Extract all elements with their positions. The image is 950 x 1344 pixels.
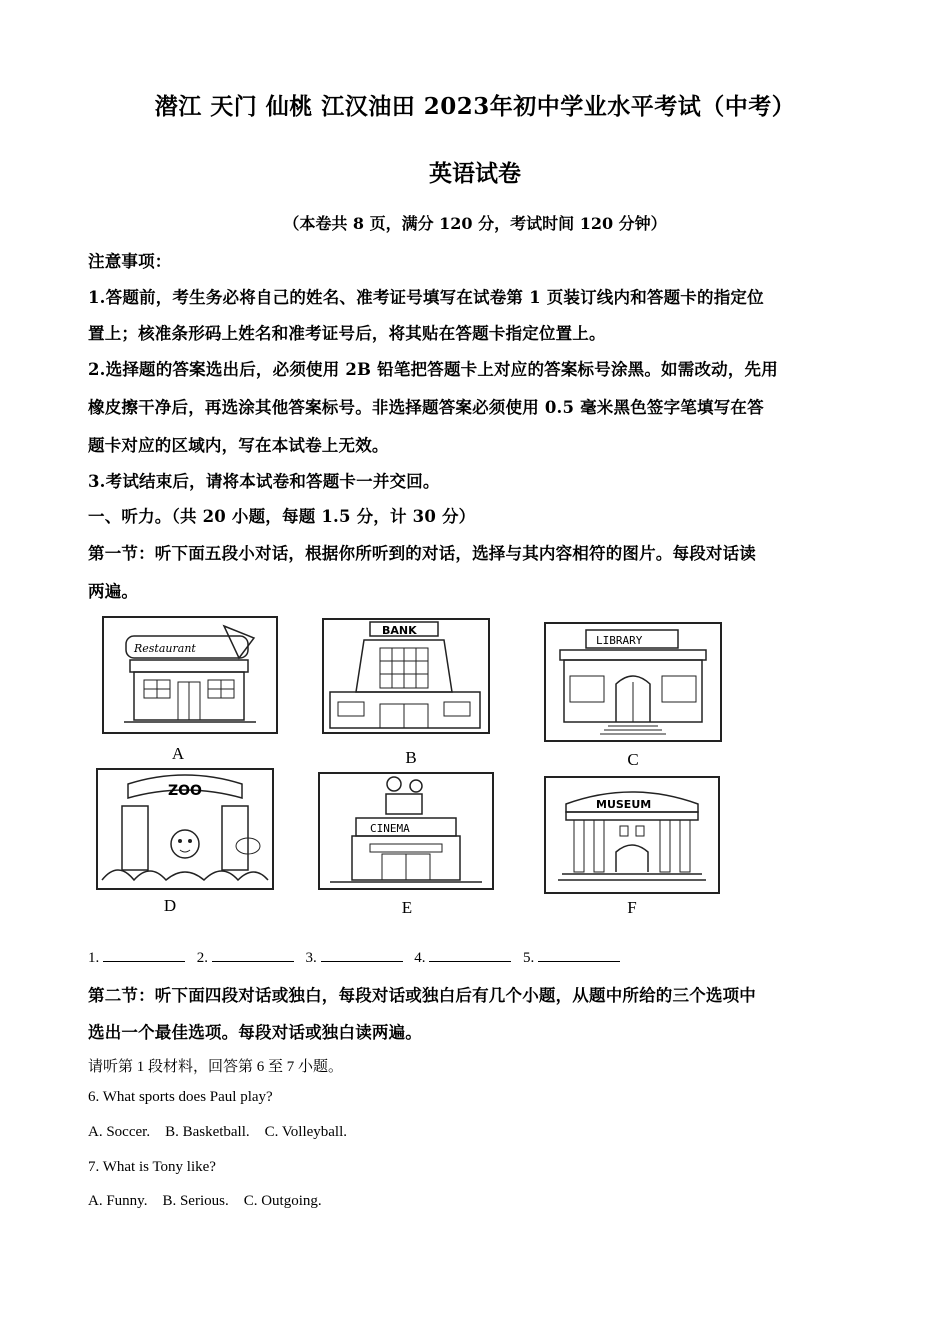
exam-info: （本卷共 8 页，满分 120 分，考试时间 120 分钟） [283,214,667,233]
blank-3-number: 3. [305,950,317,966]
blank-2-number: 2. [196,950,208,966]
picture-f [544,776,720,894]
svg-text:ZOO: ZOO [168,783,202,799]
note-2-line-1: 2.选择题的答案选出后，必须使用 2B 铅笔把答题卡上对应的答案标号涂黑。如需改动，先用 [88,360,778,379]
blank-4[interactable] [429,947,511,962]
picture-e [318,772,494,890]
picture-c-label: C [627,750,639,769]
question-7-stem: 7. What is Tony like? [88,1159,216,1175]
picture-e-label: E [401,898,413,917]
picture-b [322,618,490,734]
library-icon [546,624,720,740]
note-3: 3.考试结束后，请将本试卷和答题卡一并交回。 [88,472,440,491]
picture-f-label: F [627,898,637,917]
picture-a [102,616,278,734]
question-6-stem: 6. What sports does Paul play? [88,1089,273,1105]
note-1-line-2: 置上；核准条形码上姓名和准考证号后，将其贴在答题卡指定位置上。 [88,324,606,343]
note-2-line-3: 题卡对应的区域内，写在本试卷上无效。 [88,436,389,455]
note-2-line-2: 橡皮擦干净后，再选涂其他答案标号。非选择题答案必须使用 0.5 毫米黑色签字笔填写在答 [88,398,764,417]
section1-line-2: 两遍。 [88,582,139,601]
museum-icon [546,778,718,892]
svg-text:LIBRARY: LIBRARY [596,634,643,647]
note-1-line-1: 1.答题前，考生务必将自己的姓名、准考证号填写在试卷第 1 页装订线内和答题卡的指定位 [88,288,764,307]
picture-b-label: B [405,748,417,767]
picture-d [96,768,274,890]
blank-3[interactable] [321,947,403,962]
section1-line-1: 第一节：听下面五段小对话，根据你所听到的对话，选择与其内容相符的图片。每段对话读 [88,544,756,563]
svg-text:BANK: BANK [382,624,417,637]
notes-heading: 注意事项： [88,252,172,271]
part1-heading: 一、听力。（共 20 小题，每题 1.5 分，计 30 分） [88,507,476,526]
blank-2[interactable] [212,947,294,962]
bank-icon [324,620,488,732]
blank-5[interactable] [538,947,620,962]
material-1-instruction: 请听第 1 段材料，回答第 6 至 7 小题。 [88,1059,344,1075]
blank-1[interactable] [103,947,185,962]
cinema-icon [320,774,492,888]
exam-subject: 英语试卷 [429,160,521,187]
picture-a-label: A [171,744,185,763]
svg-text:Restaurant: Restaurant [134,642,196,655]
blank-4-number: 4. [414,950,426,966]
section2-line-2: 选出一个最佳选项。每段对话或独白读两遍。 [88,1023,422,1042]
svg-text:MUSEUM: MUSEUM [596,798,652,811]
blank-5-number: 5. [523,950,535,966]
blank-1-number: 1. [88,950,100,966]
page-title: 潜江 天门 仙桃 江汉油田 2023年初中学业水平考试（中考） [154,93,796,120]
svg-text:CINEMA: CINEMA [370,822,410,835]
restaurant-icon [104,618,276,732]
answer-blanks-row [88,947,878,967]
question-7-options: A. Funny. B. Serious. C. Outgoing. [88,1193,322,1209]
question-6-options: A. Soccer. B. Basketball. C. Volleyball. [88,1124,348,1140]
picture-c [544,622,722,742]
section2-line-1: 第二节：听下面四段对话或独白，每段对话或独白后有几个小题，从题中所给的三个选项中 [88,986,756,1005]
zoo-icon [98,770,272,888]
picture-d-label: D [163,896,177,915]
